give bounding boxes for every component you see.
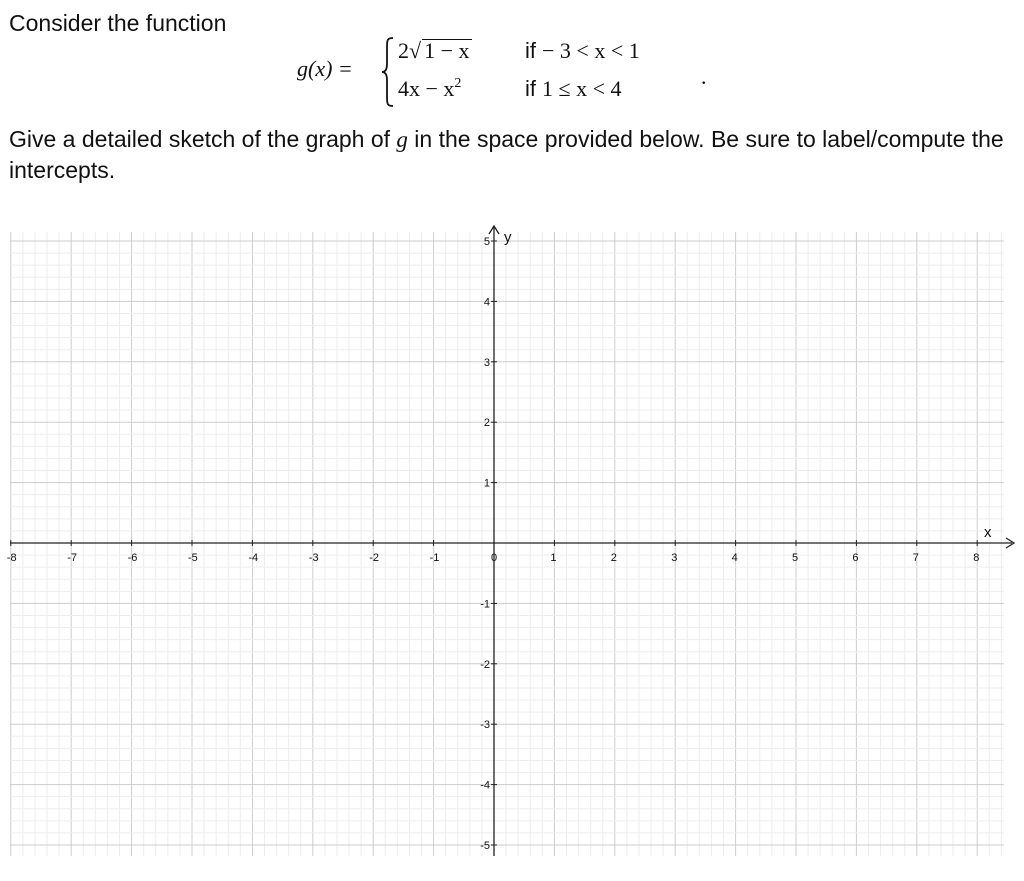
y-tick-label: 3 xyxy=(483,356,490,369)
x-tick-label: -4 xyxy=(248,552,259,564)
x-tick-label: 3 xyxy=(671,552,678,564)
function-lhs-text: g(x) = xyxy=(297,56,353,81)
instruction-function-name: g xyxy=(396,127,408,152)
x-tick-label: 4 xyxy=(731,552,738,564)
case-2-expr-text: 4x − x xyxy=(398,76,455,101)
case-2-if: if xyxy=(525,76,536,101)
case-1-coefficient: 2 xyxy=(398,38,409,63)
x-tick-label: 6 xyxy=(852,552,859,564)
x-tick-label: -7 xyxy=(67,552,77,564)
case-2-expression xyxy=(398,76,461,102)
case-2-condition xyxy=(525,76,621,102)
graph-grid[interactable] xyxy=(0,220,1024,865)
y-tick-label: 1 xyxy=(483,477,490,490)
piecewise-function xyxy=(297,34,717,110)
y-tick-label: -1 xyxy=(480,598,490,611)
function-lhs xyxy=(297,56,353,82)
case-1-condition xyxy=(525,38,640,64)
y-tick-label: 4 xyxy=(483,296,490,309)
instruction-part-3: in the space provided below. Be sure to label/compute the intercepts. xyxy=(9,126,1004,183)
x-tick-label: 0 xyxy=(490,552,498,564)
x-tick-label: -8 xyxy=(6,552,17,564)
y-axis-label: y xyxy=(504,229,512,246)
x-tick-label: -1 xyxy=(429,552,440,564)
y-tick-label: -5 xyxy=(480,840,490,852)
case-2-exponent: 2 xyxy=(454,76,462,91)
x-tick-label: 5 xyxy=(792,552,799,564)
x-tick-label: 1 xyxy=(550,552,557,564)
x-tick-label: 2 xyxy=(610,552,617,564)
x-tick-label: 8 xyxy=(973,552,980,564)
intro-text: Consider the function xyxy=(9,10,227,36)
x-tick-label: -3 xyxy=(308,552,319,564)
y-tick-label: 2 xyxy=(483,417,490,430)
y-tick-label: -2 xyxy=(480,658,490,671)
x-tick-label: -2 xyxy=(369,552,379,564)
y-tick-label: -4 xyxy=(480,779,490,792)
x-tick-label: -5 xyxy=(188,552,198,564)
x-tick-label: -6 xyxy=(127,552,138,564)
instruction-text xyxy=(9,124,1014,185)
x-tick-label: 7 xyxy=(912,552,919,564)
sqrt-icon: √ xyxy=(409,38,422,63)
y-tick-label: -3 xyxy=(480,719,490,732)
instruction-part-1: Give a detailed sketch of the graph of xyxy=(9,126,397,152)
case-1-radicand: 1 − x xyxy=(424,38,470,63)
case-2-inequality: 1 ≤ x < 4 xyxy=(542,76,622,101)
case-1-inequality: − 3 < x < 1 xyxy=(542,38,640,63)
case-1-expression xyxy=(398,38,472,64)
function-period: . xyxy=(701,64,707,89)
case-1-if: if xyxy=(525,38,536,63)
curly-brace-icon xyxy=(381,36,395,108)
x-axis-label: x xyxy=(984,524,992,541)
y-tick-label: 5 xyxy=(483,236,490,248)
